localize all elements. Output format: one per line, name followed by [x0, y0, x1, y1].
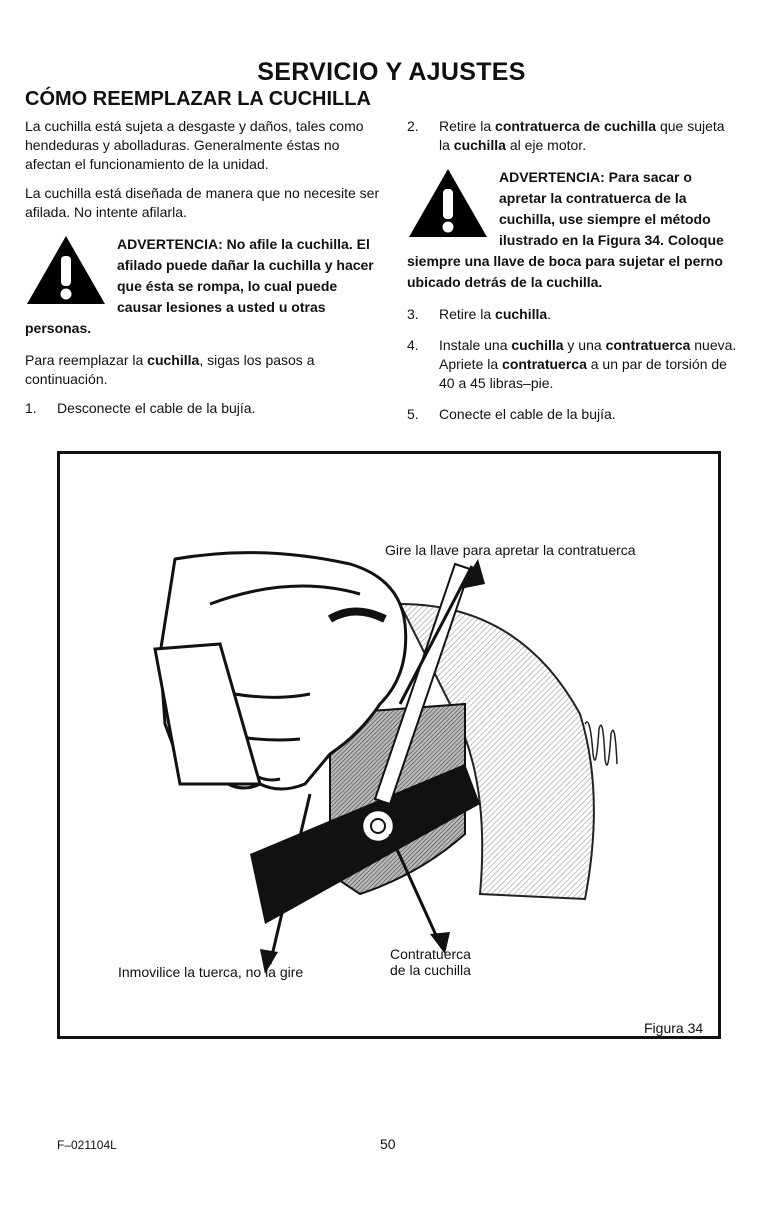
paragraph-steps-intro: Para reemplazar la cuchilla, sigas los pasos a continuación.	[25, 352, 315, 387]
paragraph-no-sharpen: La cuchilla está diseñada de manera que no necesite ser afilada. No intente afilarla.	[25, 185, 380, 220]
label-locknut: Contratuerca de la cuchilla	[390, 946, 471, 978]
steps-list-right-2	[407, 305, 737, 424]
right-column	[407, 117, 737, 436]
warning-text: ADVERTENCIA: Para sacar o apretar la contratuerca de la cuchilla, use siempre el método ilustrado en la Figura 34. Coloque siempre una llave de boca para sujetar el perno ubicado detrás de la cuchilla.	[407, 169, 724, 290]
warning-locknut	[407, 167, 737, 293]
label-turn-wrench: Gire la llave para apretar la contratuerca	[385, 542, 636, 558]
step-3: 3. Retire la cuchilla.	[407, 306, 552, 322]
step-1: 1. Desconecte el cable de la bujía.	[25, 400, 256, 416]
warning-text: ADVERTENCIA: No afile la cuchilla. El afilado puede dañar la cuchilla y hacer que ésta se rompa, lo cual puede causar lesiones a usted u otras personas.	[25, 236, 374, 336]
page-number: 50	[380, 1136, 396, 1152]
figure-34	[57, 451, 721, 1039]
step-2: 2. Retire la contratuerca de cuchilla que sujeta la cuchilla al eje motor.	[407, 118, 725, 153]
step-5: 5. Conecte el cable de la bujía.	[407, 406, 616, 422]
step-4: 4. Instale una cuchilla y una contratuerca nueva. Apriete la contratuerca a un par de torsión de 40 a 45 libras–pie.	[407, 337, 737, 391]
page-title: SERVICIO Y AJUSTES	[257, 58, 526, 86]
warning-no-sharpen	[25, 234, 380, 339]
steps-list-left	[25, 399, 380, 418]
document-code: F–021104L	[57, 1138, 117, 1152]
figure-caption: Figura 34	[644, 1020, 704, 1036]
left-column	[25, 117, 380, 430]
warning-triangle-icon	[25, 234, 107, 306]
warning-triangle-icon	[407, 167, 489, 239]
label-hold-nut: Inmovilice la tuerca, no la gire	[118, 964, 304, 980]
paragraph-wear: La cuchilla está sujeta a desgaste y daños, tales como hendeduras y abolladuras. Generalmente éstas no afectan el funcionamiento de la unidad.	[25, 118, 364, 172]
steps-list-right	[407, 117, 737, 155]
section-heading: CÓMO REEMPLAZAR LA CUCHILLA	[25, 88, 371, 110]
